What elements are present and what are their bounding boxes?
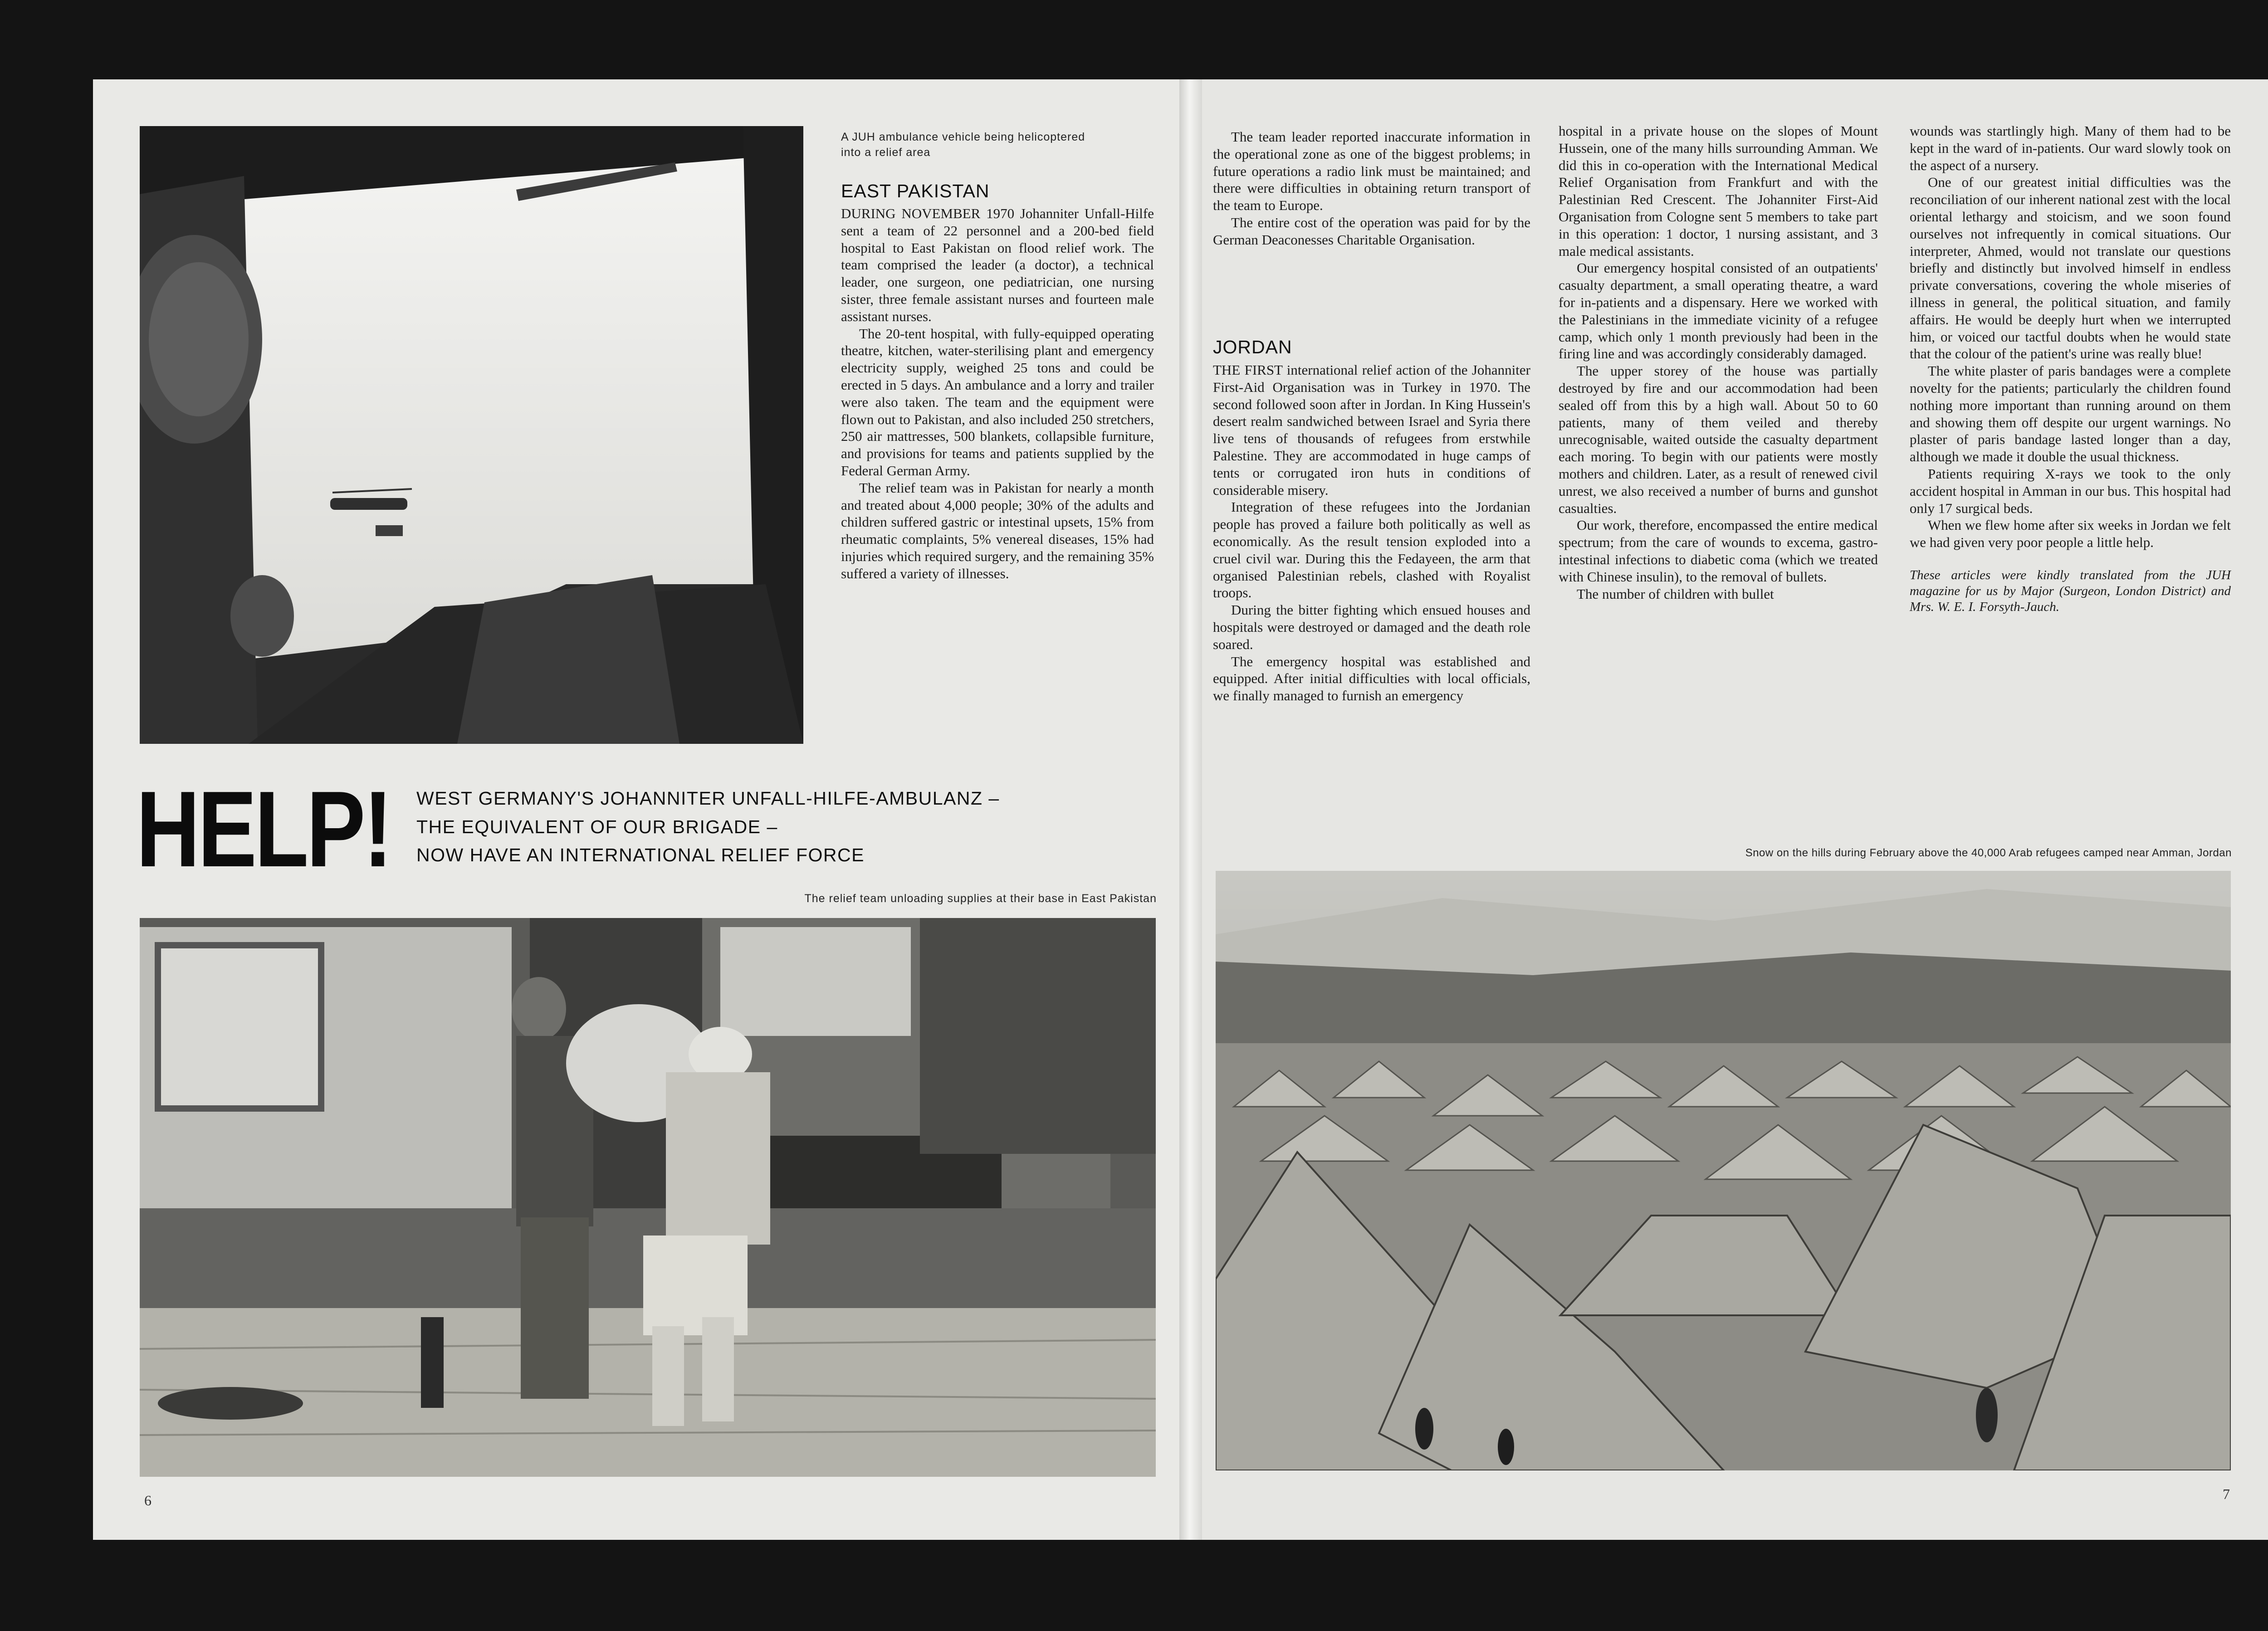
right-column-1-paragraph: The team leader reported inaccurate information in the operational zone as one of the biggest problems; in future operations a radio link must be maintained; and there were difficulties in obtaining return transport of the team to Europe. bbox=[1213, 129, 1530, 214]
jordan-paragraph: During the bitter fighting which ensued houses and hospitals were destroyed or damaged and the death role soared. bbox=[1213, 602, 1530, 652]
right-column-2 bbox=[1559, 122, 1878, 602]
right-column-2-paragraph: The number of children with bullet bbox=[1577, 586, 1774, 602]
jordan-paragraph: The emergency hospital was established and equipped. After initial difficulties with local officials, we finally managed to furnish an emergency bbox=[1213, 653, 1530, 704]
right-column-1-paragraph: The entire cost of the operation was paid for by the German Deaconesses Charitable Organisation. bbox=[1213, 214, 1530, 248]
right-column-3-paragraph: One of our greatest initial difficulties was the reconciliation of our inherent national zest with the local oriental lethargy and stoicism, and we soon found ourselves not infrequently in comical situations. Our interpreter, Ahmed, would not translate our questions briefly and distinctly but involved himself in endless private conversations, covering the whole miseries of illness in general, the political situation, and family affairs. He would be deeply hurt when we interrupted him, or voiced our tactful doubts when he would state that the colour of the patient's urine was really blue! bbox=[1910, 174, 2231, 362]
helicopter-cockpit-photo bbox=[140, 126, 803, 744]
right-column-2-paragraph: Our emergency hospital consisted of an outpatients' casualty department, a small operating theatre, a ward for in-patients and a dispensary. Here we worked with the Palestinians in the immediate vicinity of a refugee camp, which only 1 month previously had been in the firing line and was accordingly considerably damaged. bbox=[1559, 260, 1878, 362]
right-column-2-paragraph: The upper storey of the house was partially destroyed by fire and our accommodation had been sealed off from this by a high wall. About 50 to 60 patients, many of them veiled and thereby unrecognisable, waited outside the casualty department each moring. To begin with our patients were mostly mothers and children. Later, as a result of renewed civil unrest, we also received a number of burns and gunshot casualties. bbox=[1559, 363, 1878, 516]
right-column-3-paragraph: The white plaster of paris bandages were a complete novelty for the patients; particularly the children found nothing more important than running around on them and showing them off despite our urgent warnings. No plaster of paris bandage lasted longer than a day, although we made it double the usual thickness. bbox=[1910, 363, 2231, 465]
help-title: HELP! bbox=[136, 769, 391, 889]
unloading-supplies-photo bbox=[140, 918, 1156, 1477]
subtitle-line-2: THE EQUIVALENT OF OUR BRIGADE – bbox=[416, 816, 778, 837]
subtitle-line-1: WEST GERMANY'S JOHANNITER UNFALL-HILFE-AMBULANZ – bbox=[416, 788, 1000, 809]
east-pakistan-paragraph: The relief team was in Pakistan for nearly a month and treated about 4,000 people; 30% of the adults and children suffered gastric or intestinal upsets, 15% from rheumatic complaints, 5% venereal diseases, 15% had injuries which required surgery, and the remaining 35% suffered a variety of illnesses. bbox=[841, 479, 1154, 581]
jordan-paragraph: THE FIRST international relief action of the Johanniter First-Aid Organisation was in Turkey in 1970. The second followed soon after in Jordan. In King Hussein's desert realm sandwiched between Israel and Syria there live tens of thousands of refugees from erstwhile Palestine. They are accommodated in huge camps of tents or corrugated iron huts in conditions of considerable misery. bbox=[1213, 362, 1530, 498]
right-column-3-paragraph: wounds was startlingly high. Many of them had to be kept in the ward of in-patients. Our ward slowly took on the aspect of a nursery. bbox=[1910, 123, 2231, 173]
east-pakistan-heading: EAST PAKISTAN bbox=[841, 181, 990, 201]
translation-credit: These articles were kindly translated from the JUH magazine for us by Major (Surgeon, London District) and Mrs. W. E. I. Forsyth-Jauch. bbox=[1910, 567, 2231, 614]
right-column-1 bbox=[1213, 128, 1530, 249]
east-pakistan-column bbox=[841, 205, 1154, 582]
right-column-3-paragraph: Patients requiring X-rays we took to the only accident hospital in Amman in our bus. This hospital had only 17 surgical beds. bbox=[1910, 465, 2231, 516]
right-column-3 bbox=[1910, 122, 2231, 615]
east-pakistan-paragraph: DURING NOVEMBER 1970 Johanniter Unfall-Hilfe sent a team of 22 personnel and a 200-bed field hospital to East Pakistan on flood relief work. The team comprised the leader (a doctor), a technical leader, one surgeon, one pediatrician, one nursing sister, three female assistant nurses and fourteen male assistant nurses. bbox=[841, 205, 1154, 324]
east-pakistan-paragraph: The 20-tent hospital, with fully-equipped operating theatre, kitchen, water-sterilising plant and emergency electricity supply, weighed 25 tons and could be erected in 5 days. An ambulance and a lorry and trailer were also taken. The team and the equipment were flown out to Pakistan, and also included 250 stretchers, 250 air mattresses, 500 blankets, collapsible furniture, and provisions for teams and patients supplied by the Federal German Army. bbox=[841, 325, 1154, 479]
right-column-2-paragraph: Our work, therefore, encompassed the entire medical spectrum; from the care of wounds to excema, gastro-intestinal infections to diabetic coma (which we treated with Chinese insulin), to the removal of bullets. bbox=[1559, 517, 1878, 585]
magazine-gutter bbox=[1179, 79, 1202, 1540]
jordan-paragraph: Integration of these refugees into the Jordanian people has proved a failure both politically as well as economically. As the result tension exploded into a cruel civil war. During this the Fedayeen, the arm that organised Palestinian rebels, clashed with Royalist troops. bbox=[1213, 499, 1530, 601]
ambulance-photo-caption: A JUH ambulance vehicle being helicoptered into a relief area bbox=[841, 131, 1085, 159]
subtitle-line-3: NOW HAVE AN INTERNATIONAL RELIEF FORCE bbox=[416, 845, 865, 865]
left-page-number: 6 bbox=[144, 1492, 152, 1509]
unloading-photo-caption: The relief team unloading supplies at their base in East Pakistan bbox=[804, 892, 1157, 905]
jordan-heading: JORDAN bbox=[1213, 337, 1292, 357]
jordan-column bbox=[1213, 361, 1530, 704]
right-page-number: 7 bbox=[2223, 1486, 2230, 1502]
right-column-2-paragraph: hospital in a private house on the slopes of Mount Hussein, one of the many hills surrounding Amman. We did this in co-operation with the International Medical Relief Organisation from Frankfurt and with the Palestinian Red Crescent. The Johanniter First-Aid Organisation from Cologne sent 5 members to take part in this operation: 1 doctor, 1 nursing assistant, and 3 male medical assistants. bbox=[1559, 123, 1878, 259]
refugee-camp-photo bbox=[1216, 871, 2231, 1470]
right-column-3-paragraph: When we flew home after six weeks in Jordan we felt we had given very poor people a little help. bbox=[1910, 517, 2231, 551]
refugee-camp-photo-caption: Snow on the hills during February above the 40,000 Arab refugees camped near Amman, Jordan bbox=[1745, 847, 2232, 859]
